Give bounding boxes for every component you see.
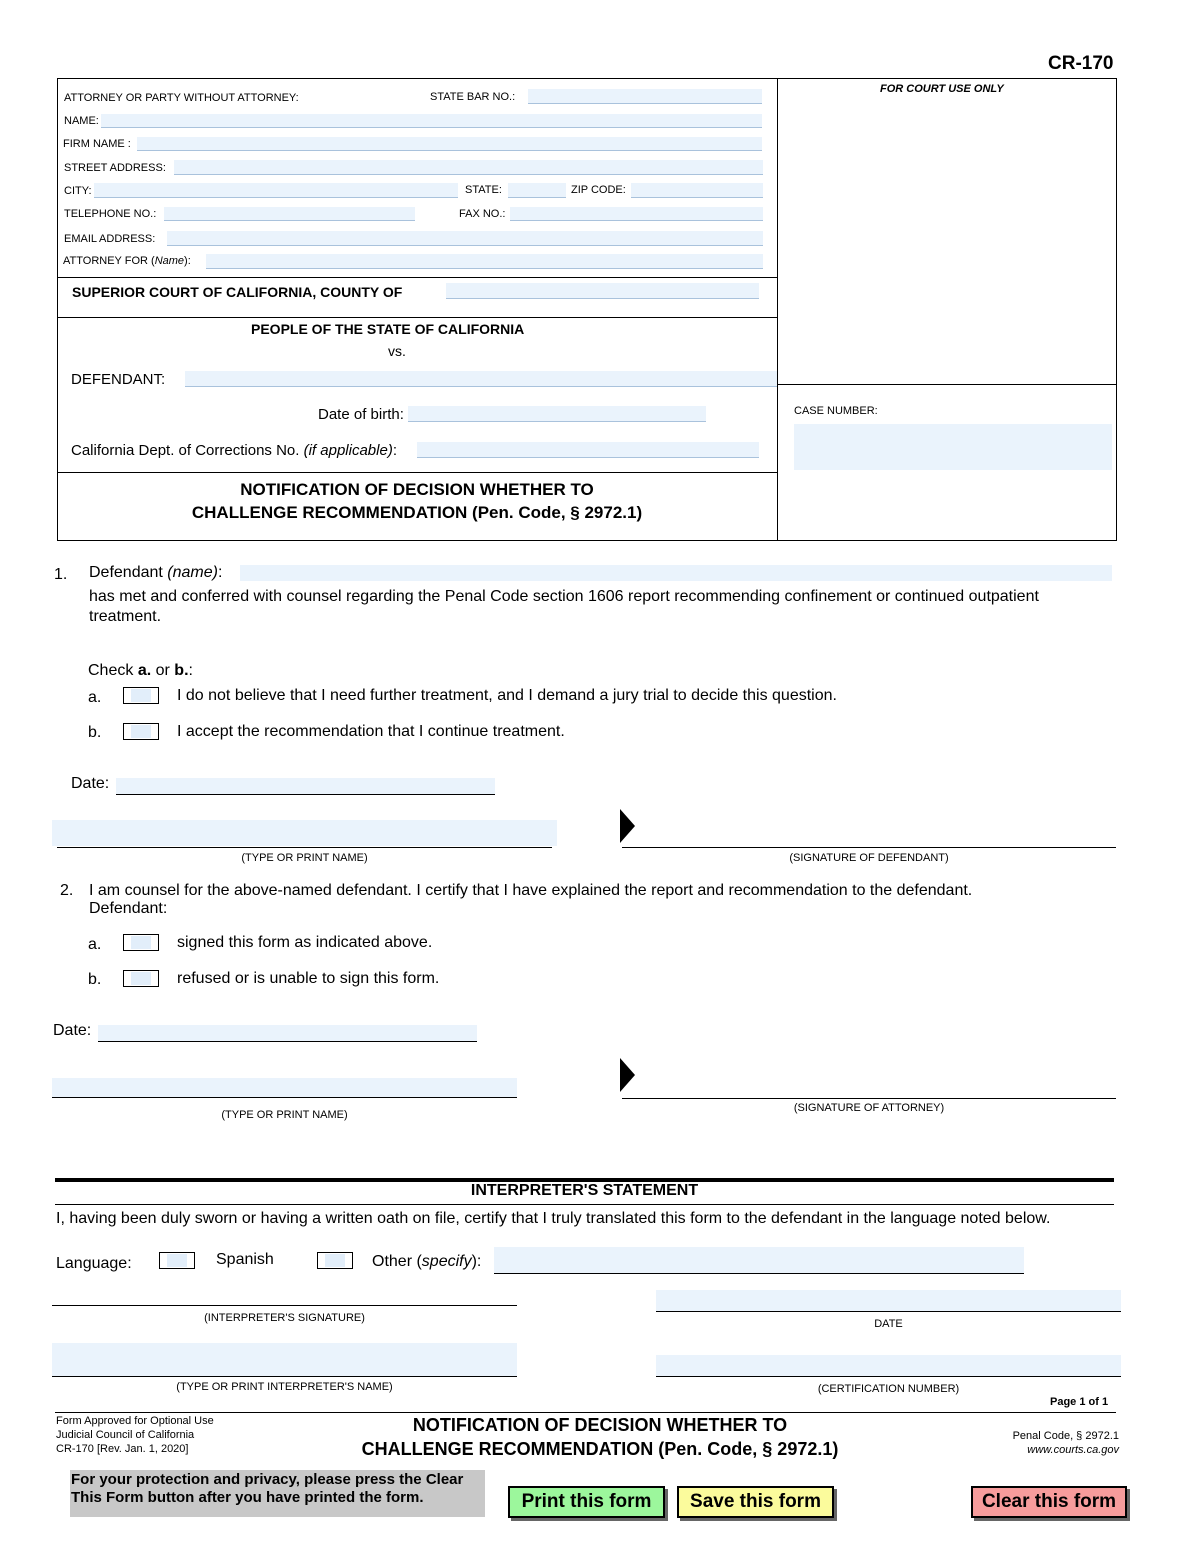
footer-council: Judicial Council of California [56,1429,195,1441]
section2-text1: I am counsel for the above-named defendant. I certify that I have explained the report and recommendation to the defendant. [89,882,973,899]
interpreter-text: I, having been duly sworn or having a written oath on file, certify that I truly translated this form to the defendant in the language noted below. [56,1210,1051,1227]
section2-option-b-label: b. [88,971,102,988]
section1-date-field[interactable] [116,778,495,795]
section2-date-label: Date: [53,1022,92,1039]
certification-number-caption: (CERTIFICATION NUMBER) [817,1383,960,1395]
email-label: EMAIL ADDRESS: [64,233,156,245]
section2-date-field[interactable] [98,1025,477,1042]
telephone-label: TELEPHONE NO.: [64,208,157,220]
zip-label: ZIP CODE: [571,184,626,196]
defendant-field[interactable] [185,371,777,387]
zip-field[interactable] [631,183,763,198]
interpreter-date-field[interactable] [656,1290,1121,1312]
section1-date-label: Date: [71,775,110,792]
attorney-for-field[interactable] [206,254,763,269]
dob-label: Date of birth: [318,406,404,423]
section1-defendant-field[interactable] [240,565,1112,581]
attorney-party-label: ATTORNEY OR PARTY WITHOUT ATTORNEY: [64,92,299,104]
footer-title-line2: CHALLENGE RECOMMENDATION (Pen. Code, § 2972.1) [361,1439,839,1459]
other-language-label: Other (specify): [372,1253,482,1270]
section2-option-a-label: a. [88,936,102,953]
interpreter-heading-rule [55,1204,1114,1205]
section2-signature-caption: (SIGNATURE OF ATTORNEY) [793,1102,945,1114]
option-a-checkbox[interactable] [123,687,159,704]
telephone-field[interactable] [164,207,415,221]
form-title-line1: NOTIFICATION OF DECISION WHETHER TO [240,480,594,499]
section2-option-a-checkbox[interactable] [123,934,159,951]
dob-field[interactable] [408,406,706,422]
name-field[interactable] [101,114,762,128]
interpreter-date-caption: DATE [874,1318,903,1330]
page-number: Page 1 of 1 [1050,1396,1109,1408]
email-field[interactable] [167,231,763,246]
cdc-field[interactable] [417,442,759,458]
form-title [57,478,777,524]
footer-left [56,1414,214,1456]
clear-form-button[interactable]: Clear this form [971,1486,1127,1518]
cdc-label: California Dept. of Corrections No. (if applicable): [71,442,397,459]
people-label: PEOPLE OF THE STATE OF CALIFORNIA [251,321,525,337]
section2-print-name-field[interactable] [52,1078,517,1098]
fax-label: FAX NO.: [459,208,506,220]
state-label: STATE: [465,184,502,196]
option-a-label: a. [88,689,102,706]
interpreter-print-name-field[interactable] [52,1343,517,1377]
option-b-checkbox[interactable] [123,723,159,740]
footer-penal-code: Penal Code, § 2972.1 [1012,1430,1119,1442]
state-bar-label: STATE BAR NO.: [430,91,516,103]
footer-website[interactable]: www.courts.ca.gov [1027,1444,1119,1456]
street-field[interactable] [174,160,763,175]
header-divider-vertical [777,78,778,541]
other-language-checkbox[interactable] [317,1252,353,1269]
section2-signature-arrow-icon [620,1058,635,1092]
interpreter-print-name-caption: (TYPE OR PRINT INTERPRETER'S NAME) [176,1381,393,1393]
interpreter-signature-line[interactable] [52,1305,517,1306]
footer-approved: Form Approved for Optional Use [56,1415,214,1427]
section1-print-name-caption: (TYPE OR PRINT NAME) [241,852,368,864]
court-use-label: FOR COURT USE ONLY [880,83,1004,95]
interpreter-heading: INTERPRETER'S STATEMENT [470,1182,699,1199]
option-a-text: I do not believe that I need further treatment, and I demand a jury trial to decide this question. [177,687,837,704]
fax-field[interactable] [510,207,763,221]
section2-print-name-caption: (TYPE OR PRINT NAME) [221,1109,348,1121]
interpreter-signature-caption: (INTERPRETER'S SIGNATURE) [204,1312,365,1324]
section1-defendant-label: Defendant (name): [89,564,223,581]
certification-number-field[interactable] [656,1355,1121,1377]
name-label: NAME: [64,115,99,127]
attorney-for-label: ATTORNEY FOR (Name): [63,255,191,267]
street-label: STREET ADDRESS: [64,162,166,174]
form-number: CR-170 [1048,53,1114,74]
footer-title-line1: NOTIFICATION OF DECISION WHETHER TO [412,1415,788,1435]
section2-option-b-text: refused or is unable to sign this form. [177,970,440,987]
county-field[interactable] [446,283,759,299]
footer-right [960,1429,1119,1457]
section1-signature-arrow-icon [620,809,635,843]
section1-print-name-field[interactable] [52,820,557,846]
privacy-notice-line2: This Form button after you have printed the form. [71,1489,424,1506]
section2-option-a-text: signed this form as indicated above. [177,934,433,951]
check-instruction: Check a. or b.: [88,662,193,679]
privacy-notice [70,1470,485,1517]
section2-text2: Defendant: [89,900,168,917]
state-bar-field[interactable] [528,89,762,104]
section2-option-b-checkbox[interactable] [123,970,159,987]
option-b-label: b. [88,724,102,741]
defendant-label: DEFENDANT: [71,371,166,388]
section2-number: 2. [60,882,74,899]
state-field[interactable] [508,183,566,198]
section1-signature-caption: (SIGNATURE OF DEFENDANT) [789,852,949,864]
spanish-checkbox[interactable] [159,1252,195,1269]
section2-signature-line[interactable] [622,1098,1116,1099]
title-divider [57,472,777,473]
print-form-button[interactable]: Print this form [508,1486,665,1518]
footer-title [300,1413,900,1461]
form-title-line2: CHALLENGE RECOMMENDATION (Pen. Code, § 2972.1) [191,503,643,522]
footer-rev: CR-170 [Rev. Jan. 1, 2020] [56,1443,189,1455]
case-number-field[interactable] [794,424,1112,470]
firm-name-field[interactable] [137,137,762,151]
attorney-divider [57,277,777,278]
section1-signature-line[interactable] [622,847,1116,848]
privacy-notice-line1: For your protection and privacy, please press the Clear [71,1471,464,1488]
section1-print-name-line [57,847,552,848]
court-use-divider [777,384,1117,385]
section1-number: 1. [54,566,68,583]
option-b-text: I accept the recommendation that I continue treatment. [177,723,565,740]
save-form-button[interactable]: Save this form [677,1486,834,1518]
language-label: Language: [56,1255,132,1272]
other-language-field[interactable] [494,1247,1024,1274]
superior-court-label: SUPERIOR COURT OF CALIFORNIA, COUNTY OF [72,284,403,300]
spanish-label: Spanish [216,1251,274,1268]
city-field[interactable] [94,183,458,198]
vs-label: vs. [388,343,406,359]
firm-name-label: FIRM NAME : [63,138,131,150]
section1-text: has met and conferred with counsel regarding the Penal Code section 1606 report recommending confinement or continued outpatient treatment. [89,588,1039,625]
city-label: CITY: [64,185,92,197]
case-number-label: CASE NUMBER: [794,405,878,417]
court-divider [57,317,777,318]
